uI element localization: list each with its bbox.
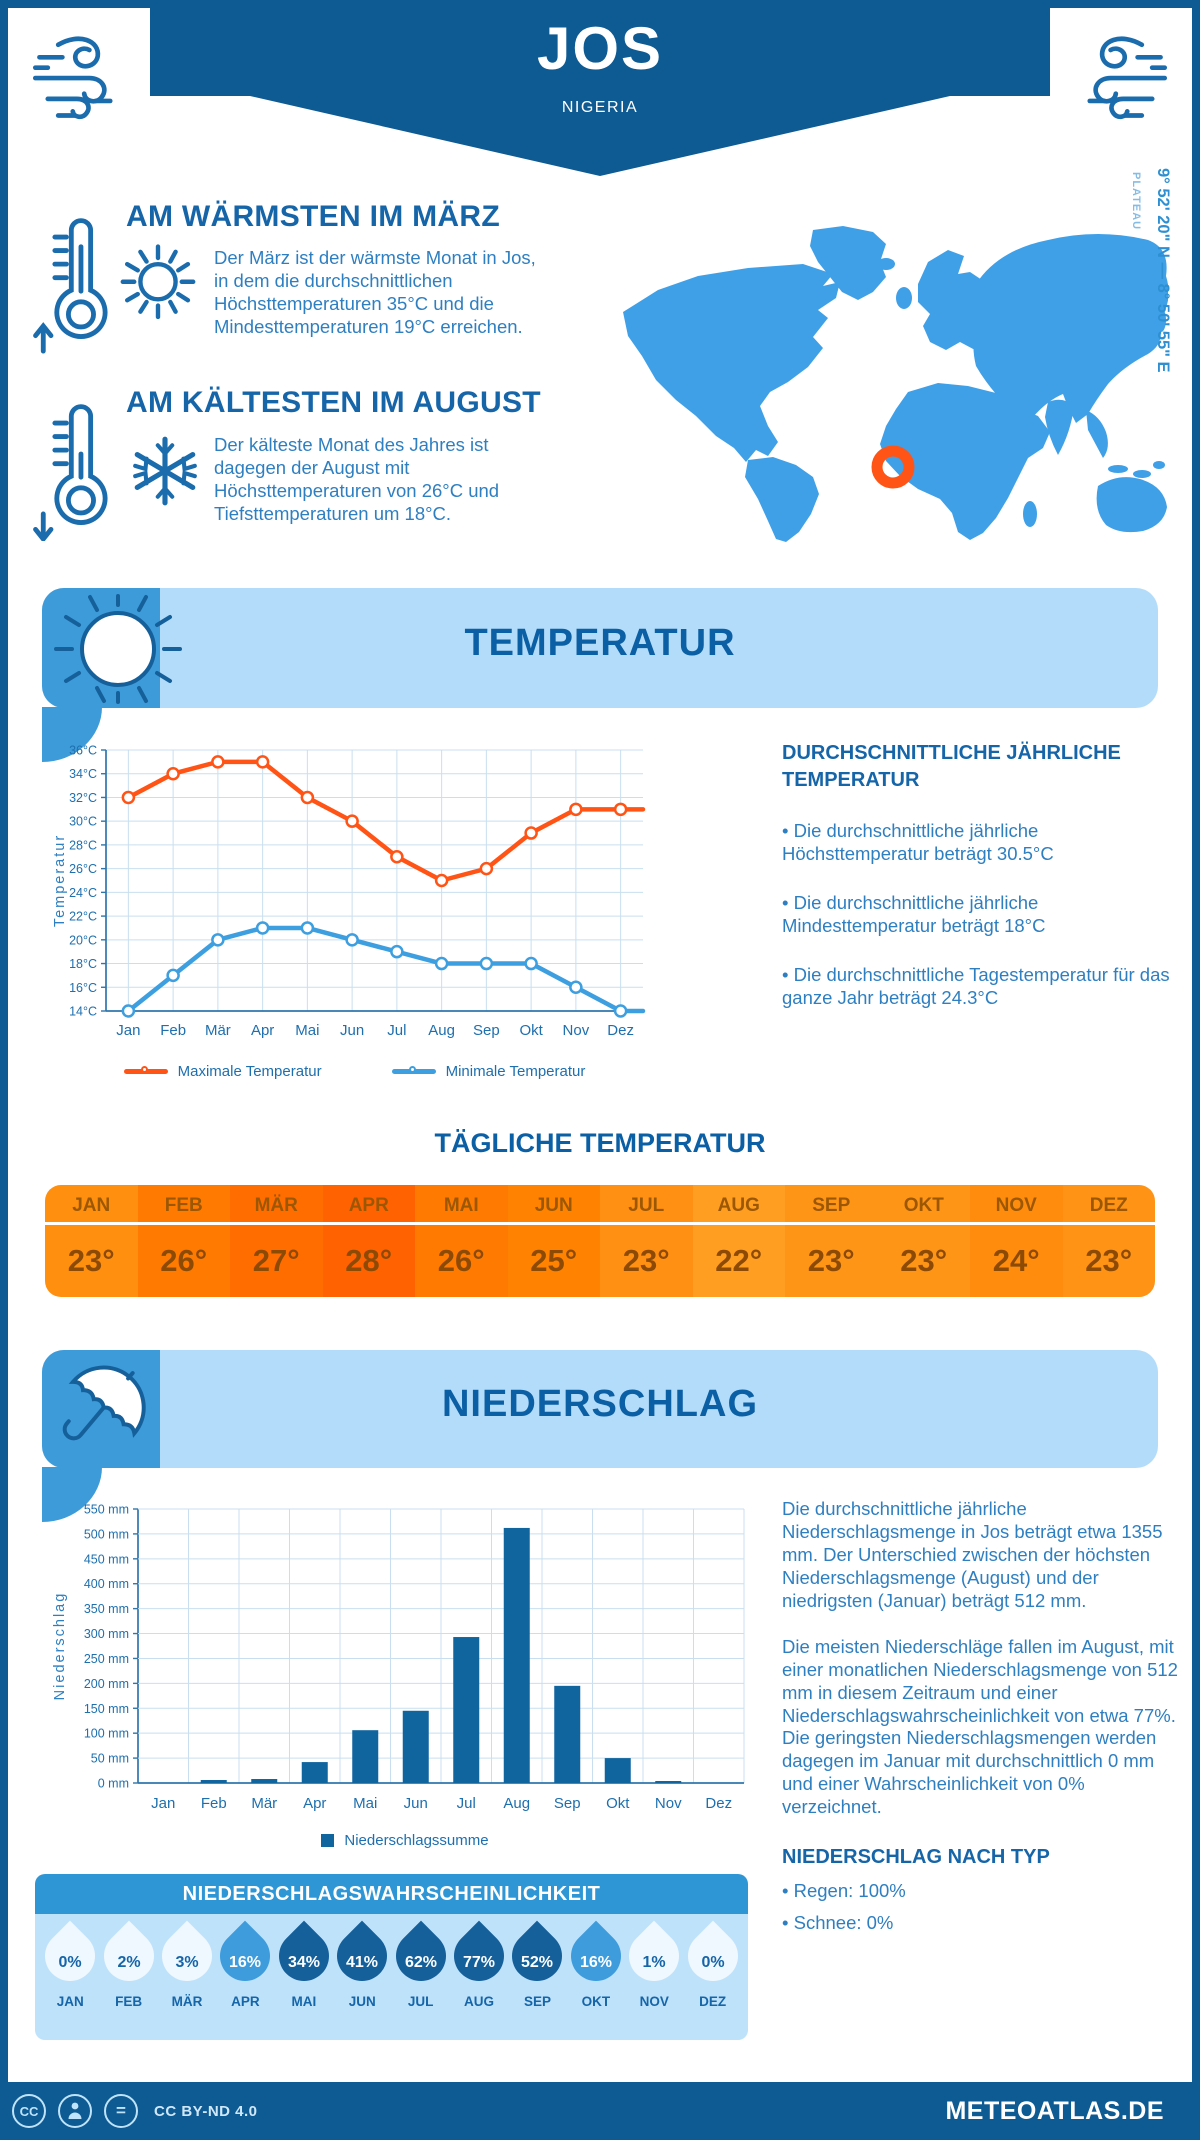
svg-text:150 mm: 150 mm — [83, 1701, 129, 1716]
daily-table-column — [45, 1185, 138, 1297]
daily-table-column — [785, 1185, 878, 1297]
svg-text:36°C: 36°C — [69, 743, 97, 758]
probability-value: 0% — [701, 1954, 725, 1971]
probability-month-label: JAN — [56, 1994, 84, 2009]
legend-label: Minimale Temperatur — [445, 1063, 586, 1080]
probability-value: 0% — [58, 1954, 82, 1971]
raindrop-icon — [152, 1921, 223, 1992]
probability-cell — [276, 1914, 332, 2040]
page-title: JOS — [536, 15, 664, 82]
thermometer-cold-icon — [30, 396, 130, 541]
map-iceland — [877, 258, 895, 270]
svg-text:Mär: Mär — [251, 1795, 278, 1812]
daily-table-column — [600, 1185, 693, 1297]
svg-text:32°C: 32°C — [69, 790, 97, 805]
svg-text:24°C: 24°C — [69, 885, 97, 900]
warmest-text: Der März ist der wärmste Monat in Jos, in dem die durchschnittlichen Höchsttemperaturen 35°C und die Mindesttemperaturen 19°C erreichen. — [214, 247, 536, 337]
raindrop-icon — [561, 1921, 632, 1992]
daily-month-header: FEB — [138, 1185, 231, 1225]
daily-table-column — [415, 1185, 508, 1297]
svg-text:550 mm: 550 mm — [83, 1502, 129, 1517]
daily-month-header: JUL — [600, 1185, 693, 1225]
page-border-right — [1192, 0, 1200, 2140]
raindrop-icon — [93, 1921, 164, 1992]
daily-month-header: NOV — [970, 1185, 1063, 1225]
probability-cell — [451, 1914, 507, 2040]
svg-text:Okt: Okt — [519, 1022, 543, 1039]
raindrop-icon — [619, 1921, 690, 1992]
svg-text:Temperatur: Temperatur — [52, 833, 68, 928]
svg-text:Feb: Feb — [160, 1022, 187, 1039]
daily-table-column — [1063, 1185, 1156, 1297]
daily-temperature-value: 25° — [530, 1243, 578, 1278]
legend-item — [321, 1832, 488, 1849]
legend-line-sample — [392, 1069, 436, 1074]
probability-month-label: SEP — [523, 1994, 551, 2009]
daily-table-column — [230, 1185, 323, 1297]
precipitation-type-rain: • Regen: 100% — [782, 1880, 906, 1902]
legend-label: Niederschlagssumme — [344, 1832, 489, 1849]
cc-license-icon: CC — [12, 2094, 46, 2128]
person-icon — [66, 2101, 84, 2121]
daily-month-header: APR — [323, 1185, 416, 1225]
probability-cell — [393, 1914, 449, 2040]
daily-temperature-value: 23° — [807, 1243, 855, 1278]
probability-cell — [568, 1914, 624, 2040]
daily-month-header: OKT — [878, 1185, 971, 1225]
svg-text:450 mm: 450 mm — [83, 1552, 129, 1567]
daily-temperature-value: 22° — [715, 1243, 763, 1278]
sun-icon — [114, 236, 202, 324]
country-subtitle: NIGERIA — [561, 99, 639, 116]
svg-text:Mai: Mai — [353, 1795, 378, 1812]
coldest-title: AM KÄLTESTEN IM AUGUST — [126, 386, 541, 419]
probability-cell — [626, 1914, 682, 2040]
svg-text:500 mm: 500 mm — [83, 1527, 129, 1542]
probability-month-label: OKT — [581, 1994, 611, 2009]
svg-text:Sep: Sep — [553, 1795, 581, 1812]
probability-value: 16% — [579, 1954, 612, 1971]
probability-cell — [685, 1914, 741, 2040]
map-south-america — [745, 457, 819, 542]
legend-item — [124, 1063, 322, 1080]
daily-temperature-title: TÄGLICHE TEMPERATUR — [434, 1128, 766, 1158]
daily-month-header: AUG — [693, 1185, 786, 1225]
map-se-asia — [1086, 410, 1108, 458]
probability-cell — [101, 1914, 157, 2040]
precipitation-bar-chart — [50, 1492, 760, 1824]
temperature-section-title: TEMPERATUR — [464, 622, 736, 664]
probability-month-label: MÄR — [171, 1994, 203, 2009]
svg-text:Jun: Jun — [403, 1795, 428, 1812]
probability-month-label: NOV — [639, 1994, 669, 2009]
cc-nd-icon: = — [104, 2094, 138, 2128]
svg-text:0 mm: 0 mm — [97, 1776, 129, 1791]
svg-text:Nov: Nov — [654, 1795, 682, 1812]
svg-text:Niederschlag: Niederschlag — [52, 1591, 68, 1701]
svg-text:14°C: 14°C — [69, 1004, 97, 1019]
svg-text:Mai: Mai — [295, 1022, 320, 1039]
probability-month-label: FEB — [115, 1994, 143, 2009]
svg-text:Sep: Sep — [473, 1022, 500, 1039]
probability-month-label: MAI — [291, 1994, 317, 2009]
svg-text:Jun: Jun — [340, 1022, 365, 1039]
svg-text:34°C: 34°C — [69, 767, 97, 782]
probability-cell — [217, 1914, 273, 2040]
precipitation-type-heading: NIEDERSCHLAG NACH TYP — [782, 1846, 1050, 1869]
precipitation-text-column — [782, 1498, 1184, 1935]
temperature-line-chart — [52, 736, 657, 1061]
site-name: METEOATLAS.DE — [945, 2096, 1164, 2125]
probability-value: 16% — [229, 1954, 262, 1971]
legend-square-sample — [321, 1834, 334, 1847]
probability-droplet-row — [35, 1914, 748, 2040]
annual-bullet-day: • Die durchschnittliche Tagestemperatur für das ganze Jahr beträgt 24.3°C — [782, 963, 1170, 1008]
coldest-text: Der kälteste Monat des Jahres ist dagegen der August mit Höchsttemperaturen von 26°C und Tiefsttemperaturen um 18°C. — [214, 434, 500, 524]
svg-text:Jan: Jan — [116, 1022, 141, 1039]
legend-item — [392, 1063, 586, 1080]
region-label: PLATEAU — [1130, 172, 1142, 231]
map-india — [1045, 400, 1074, 455]
temperature-chart-legend — [52, 1063, 657, 1080]
daily-month-header: JUN — [508, 1185, 601, 1225]
raindrop-icon — [385, 1921, 456, 1992]
probability-value: 1% — [642, 1954, 666, 1971]
svg-text:200 mm: 200 mm — [83, 1676, 129, 1691]
daily-temperature-value: 23° — [900, 1243, 948, 1278]
svg-text:18°C: 18°C — [69, 957, 97, 972]
page-border-top — [0, 0, 1200, 8]
svg-text:Feb: Feb — [200, 1795, 227, 1812]
svg-text:Apr: Apr — [303, 1795, 327, 1812]
legend-line-sample — [124, 1069, 168, 1074]
probability-month-label: JUL — [407, 1994, 434, 2009]
svg-text:250 mm: 250 mm — [83, 1651, 129, 1666]
daily-table-column — [878, 1185, 971, 1297]
raindrop-icon — [502, 1921, 573, 1992]
precipitation-section-title: NIEDERSCHLAG — [441, 1383, 759, 1425]
license-label: CC BY-ND 4.0 — [154, 2102, 258, 2120]
coordinates-label: 9° 52' 20" N — 8° 50' 55" E — [1154, 168, 1172, 373]
warmest-title: AM WÄRMSTEN IM MÄRZ — [126, 200, 500, 233]
raindrop-icon — [268, 1921, 339, 1992]
svg-text:Aug: Aug — [428, 1022, 455, 1039]
daily-month-header: JAN — [45, 1185, 138, 1225]
daily-table-column — [138, 1185, 231, 1297]
svg-text:50 mm: 50 mm — [90, 1751, 129, 1766]
map-madagascar — [1023, 501, 1037, 527]
daily-month-header: DEZ — [1063, 1185, 1156, 1225]
svg-text:Nov: Nov — [562, 1022, 590, 1039]
svg-text:26°C: 26°C — [69, 862, 97, 877]
probability-month-label: AUG — [464, 1994, 495, 2009]
raindrop-icon — [35, 1921, 106, 1992]
daily-month-header: SEP — [785, 1185, 878, 1225]
daily-temperature-value: 27° — [252, 1243, 300, 1278]
probability-value: 77% — [463, 1954, 496, 1971]
annual-bullet-max: • Die durchschnittliche jährliche Höchsttemperatur beträgt 30.5°C — [782, 820, 1054, 864]
legend-label: Maximale Temperatur — [177, 1063, 322, 1080]
probability-cell — [42, 1914, 98, 2040]
svg-text:Dez: Dez — [705, 1795, 733, 1812]
svg-text:28°C: 28°C — [69, 838, 97, 853]
precipitation-chart-legend — [50, 1832, 760, 1849]
map-uk — [896, 287, 912, 309]
daily-table-column — [693, 1185, 786, 1297]
map-australia — [1097, 477, 1167, 532]
probability-month-label: JUN — [348, 1994, 376, 2009]
svg-text:Mär: Mär — [204, 1022, 231, 1039]
footer-bar — [0, 2082, 1200, 2140]
annual-temperature-column — [782, 740, 1182, 1010]
map-north-america — [623, 264, 840, 462]
daily-temperature-value: 23° — [1085, 1243, 1133, 1278]
page-border-left — [0, 0, 8, 2140]
daily-temperature-table — [45, 1185, 1155, 1297]
svg-text:20°C: 20°C — [69, 933, 97, 948]
daily-month-header: MAI — [415, 1185, 508, 1225]
svg-text:100 mm: 100 mm — [83, 1726, 129, 1741]
svg-text:Jul: Jul — [456, 1795, 476, 1812]
snowflake-icon — [128, 434, 202, 508]
probability-value: 34% — [287, 1954, 320, 1971]
svg-text:300 mm: 300 mm — [83, 1627, 129, 1642]
daily-table-column — [508, 1185, 601, 1297]
daily-temperature-value: 24° — [992, 1243, 1040, 1278]
probability-cell — [334, 1914, 390, 2040]
probability-value: 52% — [521, 1954, 554, 1971]
daily-temperature-value: 26° — [437, 1243, 485, 1278]
precipitation-paragraph-1: Die durchschnittliche jährliche Niederschlagsmenge in Jos beträgt etwa 1355 mm. Der Unterschied zwischen der höchsten Niederschlagsmenge (August) und der niedrigsten (Januar) beträgt 512 mm. — [782, 1498, 1163, 1611]
probability-value: 2% — [117, 1954, 141, 1971]
annual-bullet-min: • Die durchschnittliche jährliche Mindesttemperatur beträgt 18°C — [782, 891, 1046, 936]
svg-text:Dez: Dez — [607, 1022, 634, 1039]
daily-temperature-value: 23° — [67, 1243, 115, 1278]
daily-table-column — [970, 1185, 1063, 1297]
raindrop-icon — [327, 1921, 398, 1992]
svg-text:Jan: Jan — [151, 1795, 176, 1812]
probability-month-label: DEZ — [699, 1994, 727, 2009]
svg-text:Apr: Apr — [250, 1022, 275, 1039]
cc-attribution-icon — [58, 2094, 92, 2128]
svg-text:Okt: Okt — [606, 1795, 630, 1812]
probability-value: 3% — [175, 1954, 199, 1971]
probability-month-label: APR — [231, 1994, 260, 2009]
daily-temperature-value: 26° — [160, 1243, 208, 1278]
umbrella-icon — [50, 1356, 160, 1466]
daily-temperature-value: 28° — [345, 1243, 393, 1278]
svg-text:30°C: 30°C — [69, 814, 97, 829]
svg-text:Jul: Jul — [387, 1022, 407, 1039]
precipitation-paragraph-2: Die meisten Niederschläge fallen im August, mit einer monatlichen Niederschlagsmenge von 512 mm in diesem Zeitraum und einer Niederschlagswahrscheinlichkeit von etwa 77%. Die geringsten Niederschlagsmengen werden dagegen im Januar mit durchschnittlich 0 mm und einer Wahrscheinlichkeit von 0% verzeichnet. — [782, 1635, 1178, 1818]
world-map — [618, 222, 1168, 542]
svg-text:16°C: 16°C — [69, 980, 97, 995]
daily-table-column — [323, 1185, 416, 1297]
probability-value: 62% — [404, 1954, 437, 1971]
svg-text:22°C: 22°C — [69, 909, 97, 924]
raindrop-icon — [444, 1921, 515, 1992]
daily-month-header: MÄR — [230, 1185, 323, 1225]
sun-banner-icon — [40, 592, 200, 706]
raindrop-icon — [210, 1921, 281, 1992]
annual-temperature-heading: DURCHSCHNITTLICHE JÄHRLICHE TEMPERATUR — [782, 742, 1121, 791]
precipitation-type-snow: • Schnee: 0% — [782, 1912, 894, 1934]
raindrop-icon — [677, 1921, 748, 1992]
svg-text:Aug: Aug — [503, 1795, 531, 1812]
daily-temperature-value: 23° — [622, 1243, 670, 1278]
probability-value: 41% — [346, 1954, 379, 1971]
probability-cell — [509, 1914, 565, 2040]
probability-box-title: NIEDERSCHLAGSWAHRSCHEINLICHKEIT — [35, 1874, 748, 1914]
svg-text:350 mm: 350 mm — [83, 1602, 129, 1617]
probability-cell — [159, 1914, 215, 2040]
svg-text:400 mm: 400 mm — [83, 1577, 129, 1592]
